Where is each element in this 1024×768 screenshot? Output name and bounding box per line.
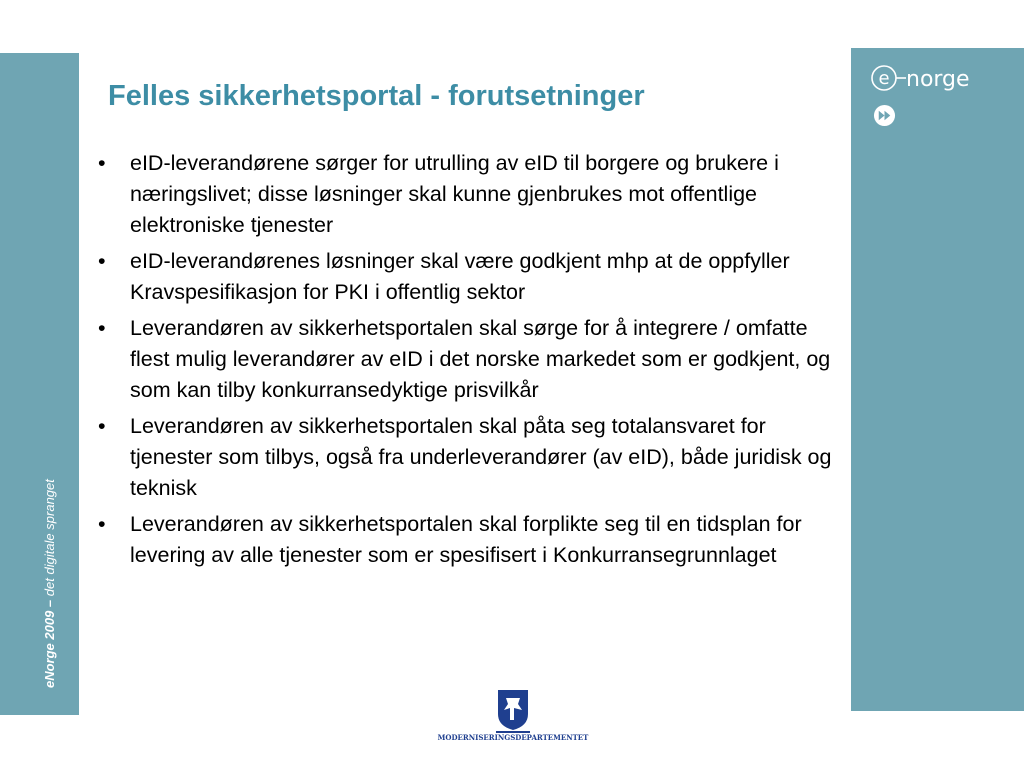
bullet-text: Leverandøren av sikkerhetsportalen skal sørge for å integrere / omfatte flest mulig leverandører av eID i det norske markedet som er godkjent, og som kan tilby konkurransedyktige prisvilkår bbox=[130, 316, 831, 402]
bullet-item bbox=[98, 509, 838, 571]
logo-e-text: e bbox=[878, 68, 890, 89]
footer-text bbox=[42, 408, 57, 688]
bullet-text: eID-leverandørene sørger for utrulling av eID til borgere og brukere i næringslivet; disse løsninger skal kunne gjenbrukes mot offentlige elektroniske tjenester bbox=[130, 151, 779, 237]
footer-tagline: det digitale spranget bbox=[42, 479, 57, 600]
bullet-text: Leverandøren av sikkerhetsportalen skal forplikte seg til en tidsplan for levering av alle tjenester som er spesifisert i Konkurransegrunnlaget bbox=[130, 512, 802, 567]
bullet-dot: • bbox=[98, 249, 106, 273]
bullet-list bbox=[98, 148, 838, 576]
fast-forward-icon[interactable] bbox=[873, 104, 896, 127]
ministry-name: MODERNISERINGSDEPARTEMENTET bbox=[437, 733, 589, 742]
bullet-dot: • bbox=[98, 316, 106, 340]
bullet-dot: • bbox=[98, 414, 106, 438]
coat-of-arms-icon bbox=[496, 690, 530, 733]
bullet-dot: • bbox=[98, 512, 106, 536]
e-norge-logo bbox=[870, 62, 990, 98]
bullet-item bbox=[98, 411, 838, 504]
slide-title: Felles sikkerhetsportal - forutsetninger bbox=[108, 80, 645, 112]
ministry-logo bbox=[428, 688, 598, 742]
logo-norge-text: norge bbox=[906, 67, 970, 92]
bullet-item bbox=[98, 313, 838, 406]
bullet-text: eID-leverandørenes løsninger skal være godkjent mhp at de oppfyller Kravspesifikasjon for PKI i offentlig sektor bbox=[130, 249, 790, 304]
footer-brand: eNorge 2009 – bbox=[42, 599, 57, 688]
bullet-item bbox=[98, 246, 838, 308]
bullet-text: Leverandøren av sikkerhetsportalen skal påta seg totalansvaret for tjenester som tilbys, også fra underleverandører (av eID), både juridisk og teknisk bbox=[130, 414, 832, 500]
left-sidebar-bar bbox=[0, 53, 79, 715]
bullet-dot: • bbox=[98, 151, 106, 175]
bullet-item bbox=[98, 148, 838, 241]
right-sidebar-bar bbox=[851, 48, 1024, 711]
